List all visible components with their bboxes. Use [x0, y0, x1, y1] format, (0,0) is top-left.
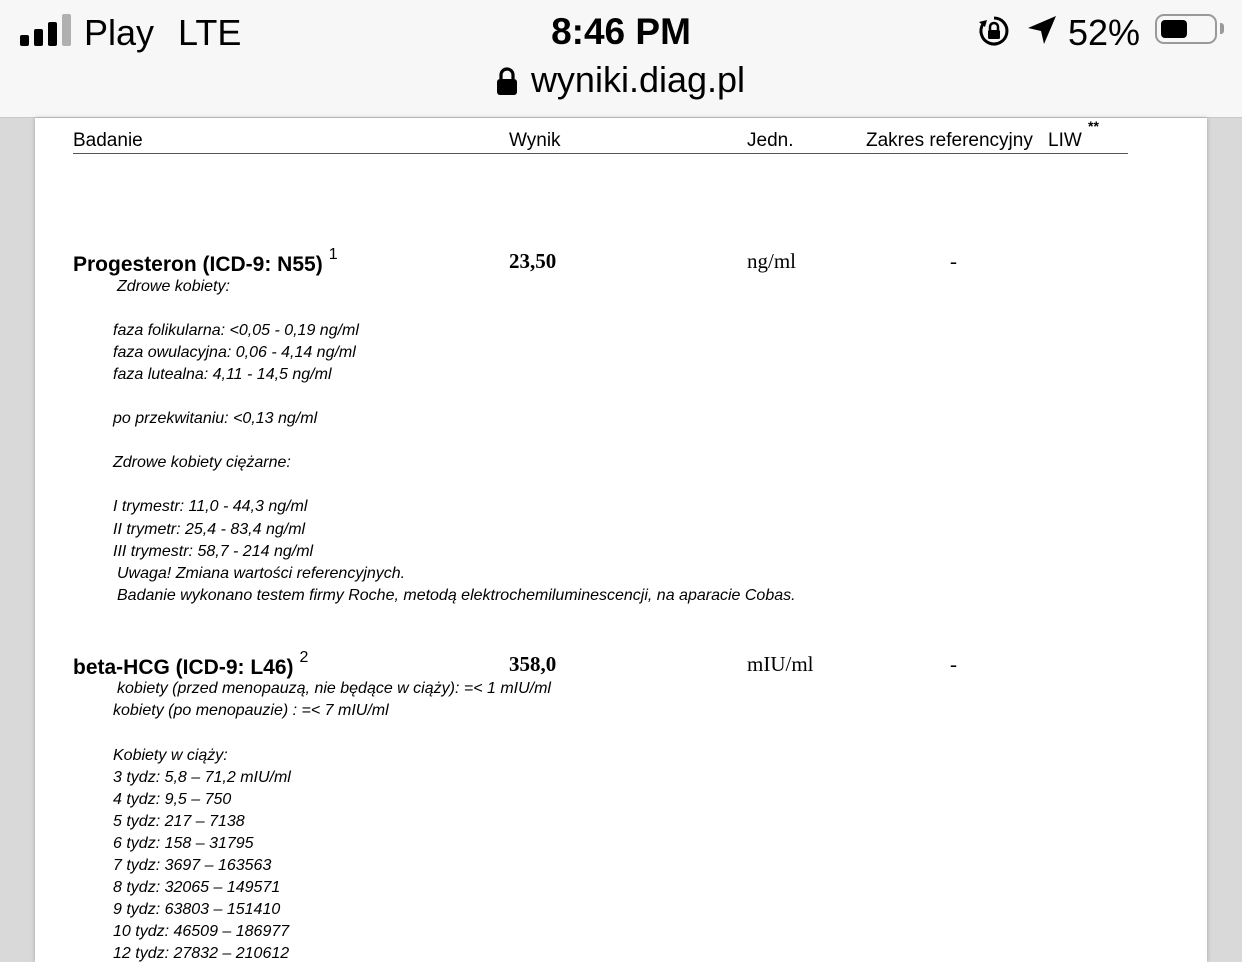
reference-note: 8 tydz: 32065 – 149571	[113, 879, 281, 896]
reference-note: faza owulacyjna: 0,06 - 4,14 ng/ml	[113, 344, 356, 361]
test-range-beta-hcg: -	[950, 652, 957, 676]
column-header-unit: Jedn.	[747, 130, 794, 151]
orientation-lock-icon	[977, 14, 1011, 48]
reference-note: 5 tydz: 217 – 7138	[113, 813, 245, 830]
reference-note: II trymetr: 25,4 - 83,4 ng/ml	[113, 521, 306, 538]
test-name-beta-hcg: beta-HCG (ICD-9: L46) $^2$	[73, 649, 309, 679]
address-bar[interactable]	[0, 59, 1242, 101]
reference-note: III trymestr: 58,7 - 214 ng/ml	[113, 543, 314, 560]
reference-note: kobiety (przed menopauzą, nie będące w ciąży): =< 1 mIU/ml	[117, 680, 551, 697]
column-header-test: Badanie	[73, 130, 143, 151]
reference-note: 10 tydz: 46509 – 186977	[113, 923, 290, 940]
results-document	[35, 118, 1207, 962]
test-unit-beta-hcg: mIU/ml	[747, 652, 814, 676]
battery-percentage: 52%	[1068, 12, 1141, 53]
reference-note: 12 tydz: 27832 – 210612	[113, 945, 290, 962]
reference-note: Kobiety w ciąży:	[113, 747, 228, 764]
battery-level-fill	[1161, 20, 1187, 38]
column-header-result: Wynik	[509, 130, 561, 151]
url-text: wyniki.diag.pl	[530, 59, 746, 100]
reference-note: I trymestr: 11,0 - 44,3 ng/ml	[113, 498, 308, 515]
test-name-progesteron: Progesteron (ICD-9: N55) $^1$	[73, 246, 338, 276]
battery-tip	[1220, 23, 1224, 34]
test-unit-progesteron: ng/ml	[747, 249, 797, 273]
carrier-name: Play	[84, 12, 155, 53]
network-type: LTE	[178, 12, 242, 53]
column-header-range: Zakres referencyjny	[866, 130, 1033, 151]
test-value-progesteron: 23,50	[509, 249, 557, 273]
reference-note: Zdrowe kobiety ciężarne:	[113, 454, 291, 471]
clock: 8:46 PM	[551, 11, 691, 52]
test-value-beta-hcg: 358,0	[509, 652, 557, 676]
reference-note: 4 tydz: 9,5 – 750	[113, 791, 232, 808]
reference-note: kobiety (po menopauzie) : =< 7 mIU/ml	[113, 702, 389, 719]
reference-note: po przekwitaniu: <0,13 ng/ml	[113, 410, 318, 427]
reference-note: Uwaga! Zmiana wartości referencyjnych.	[117, 565, 406, 582]
reference-note: Badanie wykonano testem firmy Roche, metodą elektrochemiluminescencji, na aparacie Cobas.	[117, 587, 796, 604]
reference-note: faza lutealna: 4,11 - 14,5 ng/ml	[113, 366, 332, 383]
footnote-marker: 2	[299, 649, 309, 666]
reference-note: 6 tydz: 158 – 31795	[113, 835, 254, 852]
reference-note: 3 tydz: 5,8 – 71,2 mIU/ml	[113, 769, 291, 786]
reference-note: 9 tydz: 63803 – 151410	[113, 901, 281, 918]
lock-icon	[497, 67, 517, 95]
test-range-progesteron: -	[950, 249, 957, 273]
reference-note: 7 tydz: 3697 – 163563	[113, 857, 272, 874]
reference-note: faza folikularna: <0,05 - 0,19 ng/ml	[113, 322, 359, 339]
column-header-liw: LIW	[1048, 130, 1082, 151]
column-header-liw-mark: **	[1088, 118, 1099, 134]
footnote-marker: 1	[328, 246, 338, 263]
reference-note: Zdrowe kobiety:	[117, 278, 230, 295]
status-bar	[0, 0, 1242, 118]
header-divider	[73, 153, 1128, 154]
battery-icon	[1155, 14, 1217, 44]
location-arrow-icon	[1026, 14, 1058, 46]
